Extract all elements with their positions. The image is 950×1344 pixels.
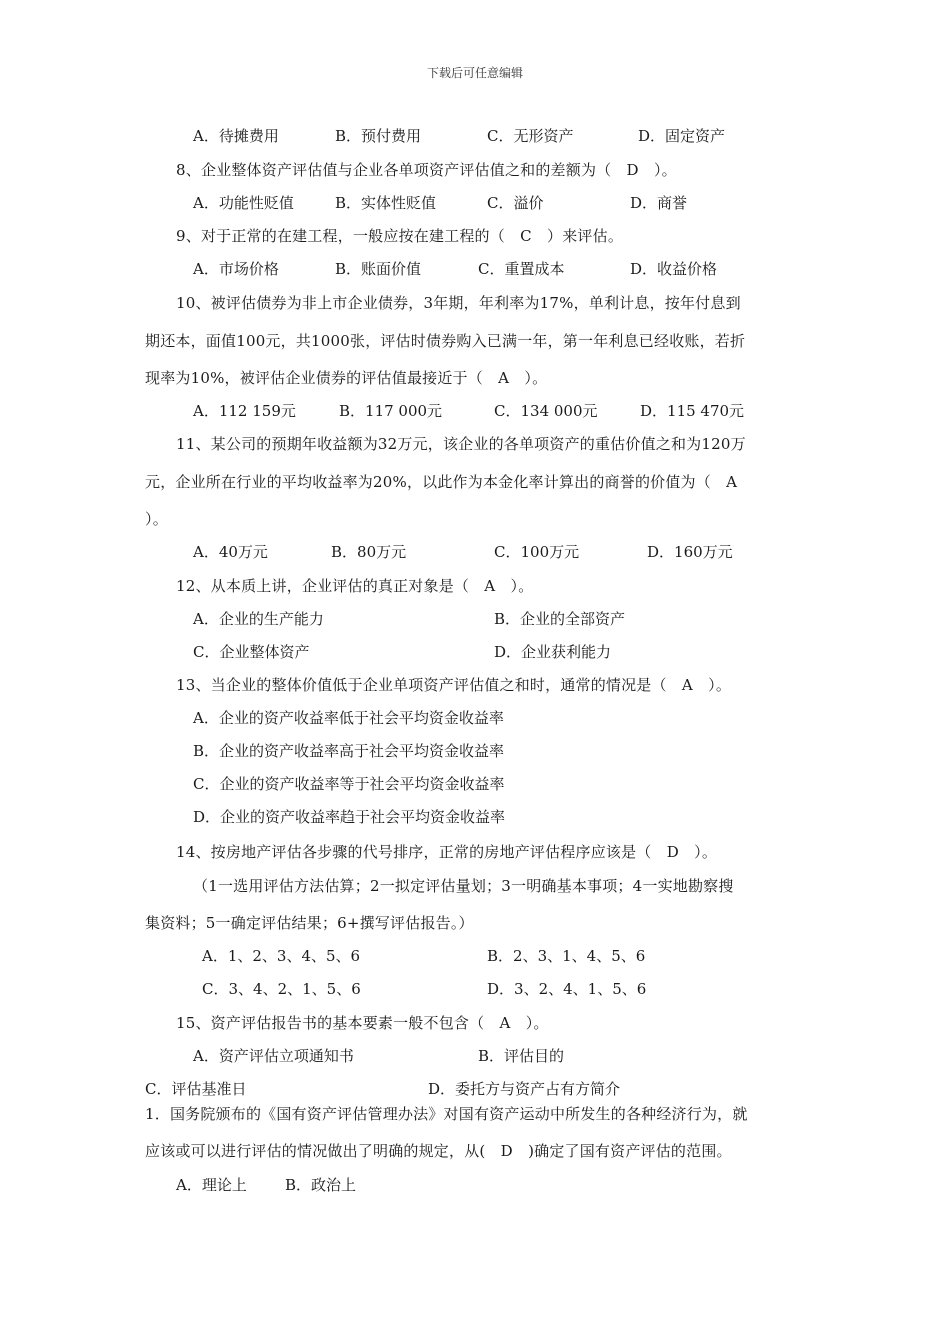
q13-option-c: C．企业的资产收益率等于社会平均资金收益率 xyxy=(193,775,505,793)
q12-option-a: A．企业的生产能力 xyxy=(193,610,324,628)
q14-option-c: C．3、4、2、1、5、6 xyxy=(202,980,361,998)
q11-option-a: A．40万元 xyxy=(193,543,268,561)
q9-option-b: B．账面价值 xyxy=(335,260,422,278)
q7-option-a: A．待摊费用 xyxy=(193,127,279,145)
q8-option-b: B．实体性贬值 xyxy=(335,194,437,212)
q12-option-c: C．企业整体资产 xyxy=(193,643,310,661)
q11-option-b: B．80万元 xyxy=(331,543,407,561)
q13-option-b: B．企业的资产收益率高于社会平均资金收益率 xyxy=(193,742,505,760)
q15-option-d: D．委托方与资产占有方简介 xyxy=(428,1080,621,1098)
q8-option-a: A．功能性贬值 xyxy=(193,194,294,212)
q9-option-c: C．重置成本 xyxy=(478,260,565,278)
q10-option-a: A．112 159元 xyxy=(193,402,296,420)
q10-line-1: 10、被评估债券为非上市企业债券，3年期，年利率为17%，单利计息，按年付息到 xyxy=(176,294,741,312)
q7-option-c: C．无形资产 xyxy=(487,127,574,145)
q14-option-d: D．3、2、4、1、5、6 xyxy=(487,980,647,998)
q13-option-d: D．企业的资产收益率趋于社会平均资金收益率 xyxy=(193,808,506,826)
q14-note-line-1: （1一选用评估方法估算；2一拟定评估量划；3一明确基本事项；4一实地勘察搜 xyxy=(193,877,734,895)
q8-stem: 8、企业整体资产评估值与企业各单项资产评估值之和的差额为（ D ）。 xyxy=(176,161,677,179)
q14-option-b: B．2、3、1、4、5、6 xyxy=(487,947,646,965)
q12-option-d: D．企业获利能力 xyxy=(494,643,612,661)
q9-option-a: A．市场价格 xyxy=(193,260,279,278)
q15-stem: 15、资产评估报告书的基本要素一般不包含（ A ）。 xyxy=(176,1014,549,1032)
q8-option-c: C．溢价 xyxy=(487,194,544,212)
q14-stem: 14、按房地产评估各步骤的代号排序，正常的房地产评估程序应该是（ D ）。 xyxy=(176,843,718,861)
q11-option-c: C．100万元 xyxy=(494,543,580,561)
q10-option-d: D．115 470元 xyxy=(640,402,745,420)
q10-line-3: 现率为10%，被评估企业债券的评估值最接近于（ A ）。 xyxy=(145,369,548,387)
q13-option-a: A．企业的资产收益率低于社会平均资金收益率 xyxy=(193,709,504,727)
q8-option-d: D．商誉 xyxy=(630,194,688,212)
q11-line-3: ）。 xyxy=(145,510,168,528)
q12-option-b: B．企业的全部资产 xyxy=(494,610,626,628)
q10-line-2: 期还本，面值100元，共1000张，评估时债券购入已满一年，第一年利息已经收账，若折 xyxy=(145,332,746,350)
q14-note-line-2: 集资料；5一确定评估结果；6+撰写评估报告。） xyxy=(145,914,474,932)
q11-line-1: 11、某公司的预期年收益额为32万元，该企业的各单项资产的重估价值之和为120万 xyxy=(176,435,746,453)
q13-stem: 13、当企业的整体价值低于企业单项资产评估值之和时，通常的情况是（ A ）。 xyxy=(176,676,732,694)
page-header: 下载后可任意编辑 xyxy=(426,66,523,80)
q9-option-d: D．收益价格 xyxy=(630,260,718,278)
q7-option-b: B．预付费用 xyxy=(335,127,422,145)
q15-option-c: C．评估基准日 xyxy=(145,1080,247,1098)
q10-option-c: C．134 000元 xyxy=(494,402,598,420)
q15-option-a: A．资产评估立项通知书 xyxy=(193,1047,354,1065)
q1-line-1: 1．国务院颁布的《国有资产评估管理办法》对国有资产运动中所发生的各种经济行为，就 xyxy=(145,1105,748,1123)
q1-line-2: 应该或可以进行评估的情况做出了明确的规定，从( D )确定了国有资产评估的范围。 xyxy=(145,1142,732,1160)
q10-option-b: B．117 000元 xyxy=(339,402,443,420)
q12-stem: 12、从本质上讲，企业评估的真正对象是（ A ）。 xyxy=(176,577,534,595)
q1-option-a: A．理论上 xyxy=(176,1176,247,1194)
q9-stem: 9、对于正常的在建工程，一般应按在建工程的（ C ）来评估。 xyxy=(176,227,624,245)
q15-option-b: B．评估目的 xyxy=(478,1047,565,1065)
q14-option-a: A．1、2、3、4、5、6 xyxy=(202,947,361,965)
q1-option-b: B．政治上 xyxy=(285,1176,357,1194)
q7-option-d: D．固定资产 xyxy=(638,127,726,145)
q11-option-d: D．160万元 xyxy=(647,543,733,561)
q11-line-2: 元，企业所在行业的平均收益率为20%，以此作为本金化率计算出的商誉的价值为（ A xyxy=(145,473,738,491)
